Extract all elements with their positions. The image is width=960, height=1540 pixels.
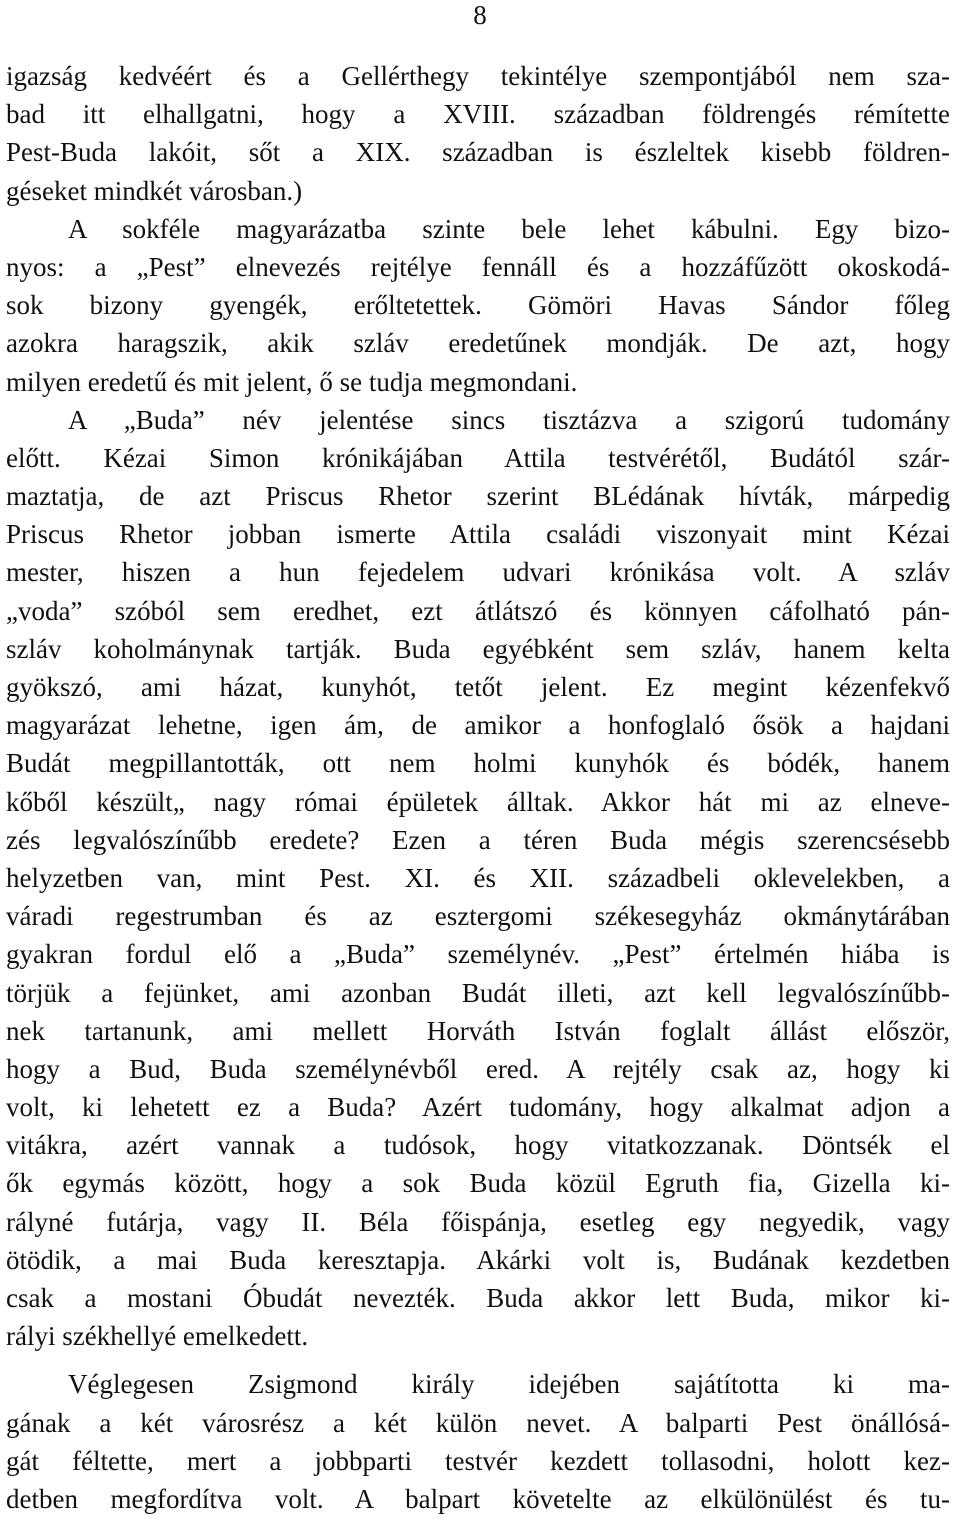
text-line: Véglegesen Zsigmond király idejében sajátította ki ma- <box>68 1369 950 1400</box>
text-line: rályné futárja, vagy II. Béla főispánja, esetleg egy negyedik, vagy <box>6 1206 950 1237</box>
text-line: váradi regestrumban és az esztergomi székesegyház okmánytárában <box>6 901 950 932</box>
page-number: 8 <box>473 0 487 30</box>
text-line: milyen eredetű és mit jelent, ő se tudja megmondani. <box>6 366 578 397</box>
text-line: ötödik, a mai Buda keresztapja. Akárki volt is, Budának kezdetben <box>6 1244 950 1275</box>
text-line: vitákra, azért vannak a tudósok, hogy vitatkozzanak. Döntsék el <box>6 1130 950 1161</box>
text-line: azokra haragszik, akik szláv eredetűnek mondják. De azt, hogy <box>6 328 950 359</box>
page-body <box>6 57 950 1518</box>
text-line: kőből készült„ nagy római épületek álltak. Akkor hát mi az elneve- <box>6 786 950 817</box>
text-line: nek tartanunk, ami mellett Horváth István foglalt állást először, <box>6 1015 950 1046</box>
text-line: sok bizony gyengék, erőltetettek. Gömöri Havas Sándor főleg <box>6 290 950 321</box>
text-line: gyökszó, ami házat, kunyhót, tetőt jelent. Ez megint kézenfekvő <box>6 672 950 702</box>
text-line: zés legvalószínűbb eredete? Ezen a téren Buda mégis szerencsésebb <box>6 824 950 855</box>
text-line: Priscus Rhetor jobban ismerte Attila családi viszonyait mint Kézai <box>6 519 950 550</box>
text-line: helyzetben van, mint Pest. XI. és XII. századbeli oklevelekben, a <box>6 862 950 893</box>
text-line: bad itt elhallgatni, hogy a XVIII. században földrengés rémítette <box>6 99 950 130</box>
text-line: mester, hiszen a hun fejedelem udvari krónikása volt. A szláv <box>6 557 950 588</box>
text-line: igazság kedvéért és a Gellérthegy tekintélye szempontjából nem sza- <box>6 61 950 91</box>
paragraph-gap <box>6 1355 950 1365</box>
text-line: „voda” szóból sem eredhet, ezt átlátszó és könnyen cáfolható pán- <box>6 595 950 626</box>
text-line: előtt. Kézai Simon krónikájában Attila testvérétől, Budától szár- <box>6 442 950 473</box>
text-line: hogy a Bud, Buda személynévből ered. A rejtély csak az, hogy ki <box>6 1053 950 1084</box>
text-line: szláv koholmánynak tartják. Buda egyébként sem szláv, hanem kelta <box>6 633 950 664</box>
text-line: A sokféle magyarázatba szinte bele lehet kábulni. Egy bizo- <box>68 213 950 244</box>
text-line: ők egymás között, hogy a sok Buda közül Egruth fia, Gizella ki- <box>6 1168 950 1199</box>
text-line: gát féltette, mert a jobbparti testvér kezdett tollasodni, holott kez- <box>6 1445 950 1476</box>
text-line: gának a két városrész a két külön nevet. A balparti Pest önállósá- <box>6 1407 950 1438</box>
paragraph <box>6 57 950 210</box>
paragraph <box>6 401 950 1356</box>
paragraph <box>6 1365 950 1518</box>
text-line: törjük a fejünket, ami azonban Budát illeti, azt kell legvalószínűbb- <box>6 977 950 1008</box>
text-line: nyos: a „Pest” elnevezés rejtélye fennáll és a hozzáfűzött okoskodá- <box>6 251 950 282</box>
text-line: volt, ki lehetett ez a Buda? Azért tudomány, hogy alkalmat adjon a <box>6 1092 950 1123</box>
text-line: csak a mostani Óbudát nevezték. Buda akkor lett Buda, mikor ki- <box>6 1283 950 1313</box>
text-line: rályi székhellyé emelkedett. <box>6 1321 309 1352</box>
text-line: Budát megpillantották, ott nem holmi kunyhók és bódék, hanem <box>6 748 950 779</box>
text-line: maztatja, de azt Priscus Rhetor szerint BLédának hívták, márpedig <box>6 481 950 512</box>
text-line: gyakran fordul elő a „Buda” személynév. „Pest” értelmén hiába is <box>6 939 950 970</box>
text-line: géseket mindkét városban.) <box>6 175 303 206</box>
text-line: magyarázat lehetne, igen ám, de amikor a honfoglaló ősök a hajdani <box>6 710 950 741</box>
paragraph <box>6 210 950 401</box>
text-line: detben megfordítva volt. A balpart követelte az elkülönülést és tu- <box>6 1483 950 1514</box>
text-line: A „Buda” név jelentése sincs tisztázva a szigorú tudomány <box>68 404 950 435</box>
text-line: Pest-Buda lakóit, sőt a XIX. században is észleltek kisebb földren- <box>6 137 950 168</box>
